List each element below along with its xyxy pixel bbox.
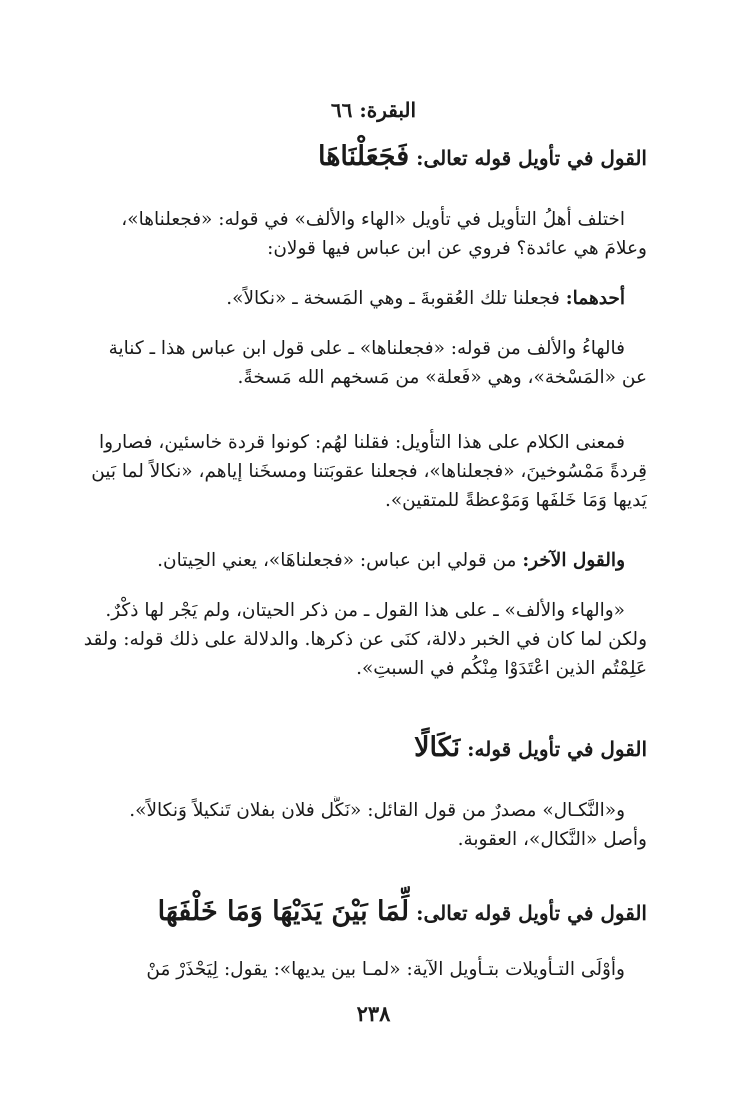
quran-phrase: لِّمَا بَيْنَ يَدَيْهَا وَمَا خَلْفَهَا xyxy=(157,896,410,927)
running-head: البقرة: ٦٦ xyxy=(330,98,417,122)
heading-label: القول في تأويل قوله تعالى: xyxy=(416,901,647,925)
text-line: يَديها وَمَا خَلفَها وَمَوْعظةً للمتقين». xyxy=(384,490,647,511)
paragraph xyxy=(78,284,647,313)
paragraph xyxy=(78,205,647,263)
paragraph xyxy=(78,955,647,984)
text-line xyxy=(78,284,647,313)
text-line: قِردةً مَمْسُوخينَ، «فجعلناها»، فجعلنا عقوبَتنا ومسخَنا إياهم، «نكالاً لما بَين xyxy=(91,461,647,482)
paragraph xyxy=(78,796,647,854)
lead-word: أحدهما: xyxy=(565,288,625,309)
section-heading-fajaalnaha xyxy=(78,142,647,173)
text-line: وأصل «النَّكال»، العقوبة. xyxy=(457,829,647,850)
text-line: فالهاءُ والألف من قوله: «فجعلناها» ـ على قول ابن عباس هذا ـ كناية xyxy=(108,338,625,359)
section-heading-nakalan xyxy=(78,733,647,764)
text-line: فمعنى الكلام على هذا التأويل: فقلنا لهُم: كونوا قردة خاسئين، فصاروا xyxy=(98,432,625,453)
paragraph xyxy=(78,546,647,575)
text-line: «والهاء والألف» ـ على هذا القول ـ من ذكر الحيتان، ولم يَجْر لها ذكْرٌ. xyxy=(105,600,625,621)
page-number: ٢٣٨ xyxy=(356,1001,391,1026)
text-span: من قولي ابن عباس: «فجعلناهَا»، يعني الحِيتان. xyxy=(157,550,517,571)
text-line: وأوْلَى التـأويلات بتـأويل الآية: «لمـا بين يديها»: يقول: لِيَحْذَرْ مَنْ xyxy=(146,959,625,980)
lead-word: والقول الآخر: xyxy=(522,550,625,571)
text-line: عن «المَسْخة»، وهي «فَعلة» من مَسخهم الله مَسخةً. xyxy=(237,367,647,388)
heading-label: القول في تأويل قوله: xyxy=(467,737,647,761)
text-span: فجعلنا تلك العُقوبةَ ـ وهي المَسخة ـ «نكالاً». xyxy=(226,288,560,309)
text-line: ولكن لما كان في الخبر دلالة، كنَى عن ذكرها. والدلالة على ذلك قوله: ولقد xyxy=(83,629,647,650)
paragraph xyxy=(78,334,647,392)
text-line: وعلامَ هي عائدة؟ فروي عن ابن عباس فيها قولان: xyxy=(267,238,647,259)
text-line: عَلِمْتُم الذين اعْتَدَوْا مِنْكُم في السبتِ». xyxy=(356,658,647,679)
section-heading-lima-bayna-yadayha xyxy=(78,897,647,928)
text-line: اختلف أهلُ التأويل في تأويل «الهاء والألف» في قوله: «فجعلناها»، xyxy=(121,209,625,230)
heading-label: القول في تأويل قوله تعالى: xyxy=(416,146,647,170)
quran-phrase: فَجَعَلْنَاهَا xyxy=(317,141,410,172)
paragraph xyxy=(78,596,647,683)
paragraph xyxy=(78,428,647,515)
text-line: و«النَّكـال» مصدرٌ من قول القائل: «نَكَّل فلان بفلان تَنكيلاً وَنكالاً». xyxy=(129,800,625,821)
quran-phrase: نَكَالًا xyxy=(414,732,461,763)
text-line xyxy=(78,546,647,575)
